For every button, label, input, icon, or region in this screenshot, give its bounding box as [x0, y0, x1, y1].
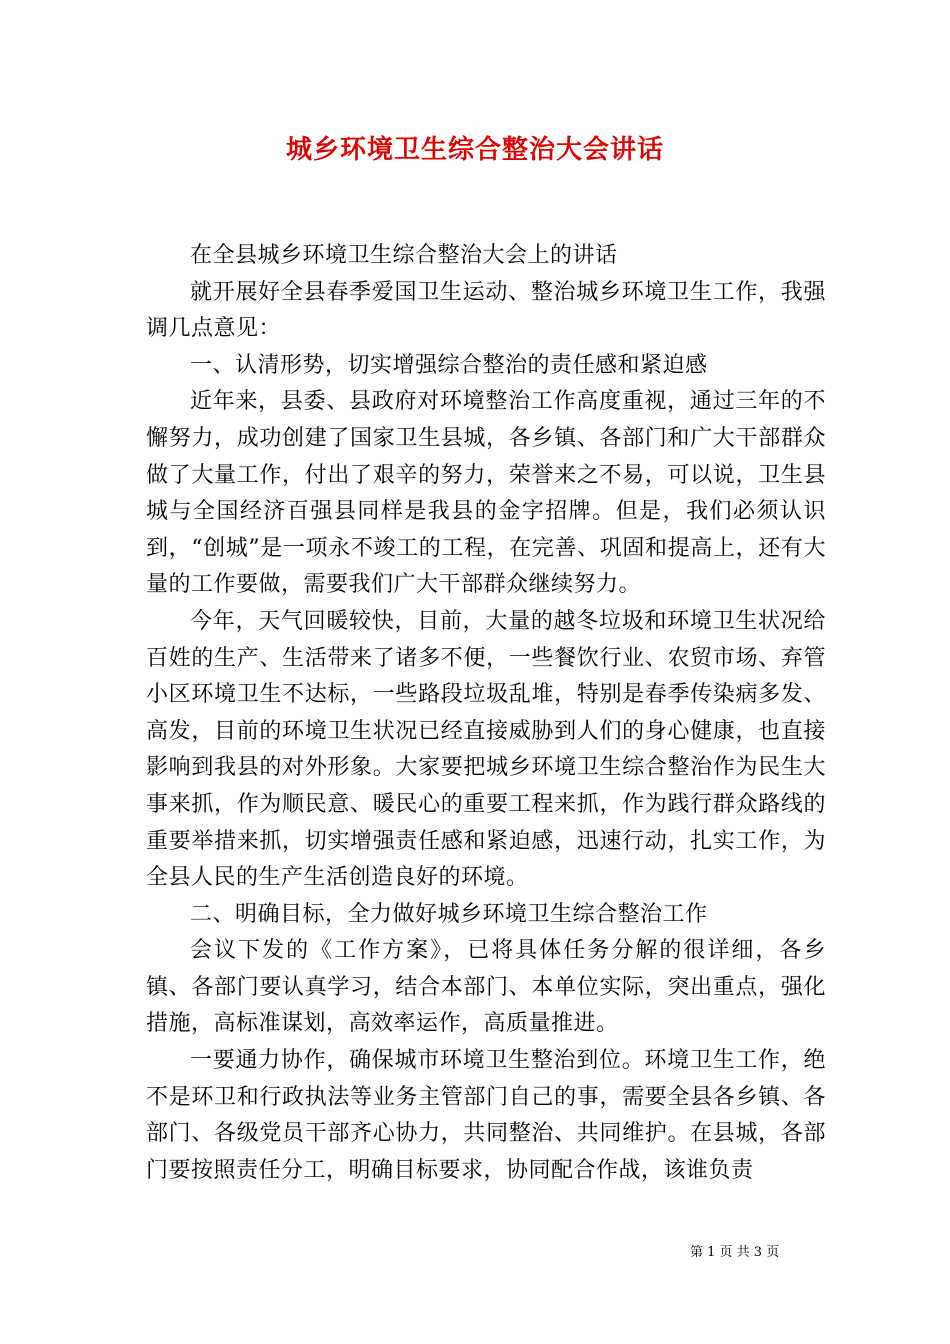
speech-subtitle: 在全县城乡环境卫生综合整治大会上的讲话: [190, 243, 618, 268]
document-title: 城乡环境卫生综合整治大会讲话: [285, 135, 664, 165]
paragraph: 会议下发的《工作方案》，已将具体任务分解的很详细，各乡镇、各部门要认真学习，结合本部门、本单位实际，突出重点，强化措施，高标准谋划，高效率运作，高质量推进。: [146, 938, 826, 1037]
page-number: 第 1 页 共 3 页: [690, 1245, 780, 1260]
paragraph: 一要通力协作，确保城市环境卫生整治到位。环境卫生工作，绝不是环卫和行政执法等业务主管部门自己的事，需要全县各乡镇、各部门、各级党员干部齐心协力，共同整治、共同维护。在县城，各部门要按照责任分工，明确目标要求，协同配合作战，该谁负责: [146, 1048, 826, 1183]
paragraph: 近年来，县委、县政府对环境整治工作高度重视，通过三年的不懈努力，成功创建了国家卫生县城，各乡镇、各部门和广大干部群众做了大量工作，付出了艰辛的努力，荣誉来之不易，可以说，卫生县城与全国经济百强县同样是我县的金字招牌。但是，我们必须认识到，“创城”是一项永不竣工的工程，在完善、巩固和提高上，还有大量的工作要做，需要我们广大干部群众继续努力。: [146, 389, 826, 598]
section-heading-1: 一、认清形势，切实增强综合整治的责任感和紧迫感: [190, 352, 708, 378]
paragraph: 今年，天气回暖较快，目前，大量的越冬垃圾和环境卫生状况给百姓的生产、生活带来了诸多不便，一些餐饮行业、农贸市场、弃管小区环境卫生不达标，一些路段垃圾乱堆，特别是春季传染病多发、高发，目前的环境卫生状况已经直接威胁到人们的身心健康，也直接影响到我县的对外形象。大家要把城乡环境卫生综合整治作为民生大事来抓，作为顺民意、暖民心的重要工程来抓，作为践行群众路线的重要举措来抓，切实增强责任感和紧迫感，迅速行动，扎实工作，为全县人民的生产生活创造良好的环境。: [146, 608, 826, 891]
document-body: [146, 238, 826, 1189]
paragraph-intro: 就开展好全县春季爱国卫生运动、整治城乡环境卫生工作，我强调几点意见：: [146, 279, 826, 342]
section-heading-2: 二、明确目标，全力做好城乡环境卫生综合整治工作: [190, 901, 708, 927]
